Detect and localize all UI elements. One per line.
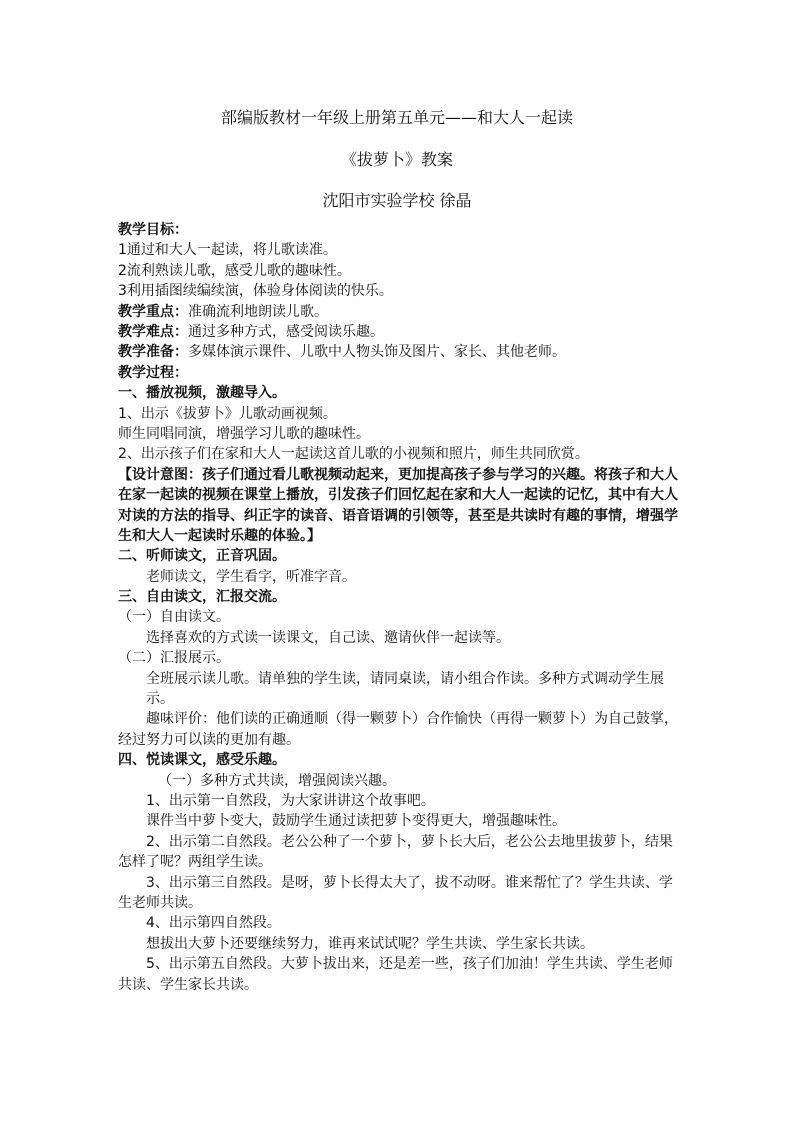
section-3-part-2: （二）汇报展示。	[118, 650, 230, 667]
section-2-line: 老师读文，学生看字，听准字音。	[146, 568, 356, 585]
section-3-evaluation: 趣味评价：他们读的正确通顺（得一颗萝卜）合作愉快（再得一颗萝卜）为自己鼓掌，经过努力可以读的更加有趣。	[118, 711, 678, 748]
difficulty-text: 通过多种方式，感受阅读乐趣。	[188, 323, 384, 340]
section-3-part-1-text: 选择喜欢的方式读一读课文，自己读、邀请伙伴一起读等。	[146, 629, 510, 646]
section-3-part-1: （一）自由读文。	[118, 609, 230, 626]
document-body	[118, 220, 678, 995]
section-4-line: 课件当中萝卜变大，鼓励学生通过读把萝卜变得更大，增强趣味性。	[146, 813, 566, 830]
document-title: 部编版教材一年级上册第五单元——和大人一起读	[220, 108, 573, 127]
objectives-heading: 教学目标：	[118, 222, 188, 238]
key-point-line	[118, 302, 678, 322]
preparation-text: 多媒体演示课件、儿歌中人物头饰及图片、家长、其他老师。	[188, 344, 566, 361]
section-4-line: 3、出示第三自然段。是呀，萝卜长得太大了，拔不动呀。谁来帮忙了？学生共读、学生老师共读。	[118, 874, 673, 912]
lesson-title: 《拔萝卜》教案	[340, 150, 453, 169]
objective-item: 3利用插图续编续演，体验身体阅读的快乐。	[118, 283, 393, 300]
section-4-line: 2、出示第二自然段。老公公种了一个萝卜，萝卜长大后，老公公去地里拔萝卜，结果怎样了呢？两组学生读。	[118, 833, 673, 871]
design-intent: 【设计意图：孩子们通过看儿歌视频动起来，更加提高孩子参与学习的兴趣。将孩子和大人在家一起读的视频在课堂上播放，引发孩子们回忆起在家和大人一起读的记忆，其中有大人对读的方法的指导、纠正字的读音、语音语调的引领等，甚至是共读时有趣的事情，增强学生和大人一起读时乐趣的体验。】	[118, 466, 678, 544]
section-4-subheading: （一）多种方式共读，增强阅读兴趣。	[158, 772, 396, 789]
section-2-title: 二、听师读文，正音巩固。	[118, 548, 286, 565]
section-4-line: 想拔出大萝卜还要继续努力，谁再来试试呢？学生共读、学生家长共读。	[146, 935, 594, 952]
process-heading: 教学过程：	[118, 364, 188, 381]
objective-item: 1通过和大人一起读，将儿歌读准。	[118, 242, 337, 259]
section-4-title: 四、悦读课文，感受乐趣。	[118, 752, 286, 769]
section-1-line: 1、出示《拔萝卜》儿歌动画视频。	[118, 405, 337, 422]
section-1-title: 一、播放视频，激趣导入。	[118, 385, 286, 402]
section-3-part-2-text: 全班展示读儿歌。请单独的学生读，请同桌读，请小组合作读。多种方式调动学生展示。	[146, 670, 664, 708]
section-4-line: 5、出示第五自然段。大萝卜拔出来，还是差一些，孩子们加油！学生共读、学生老师共读、学生家长共读。	[118, 956, 673, 993]
key-point-text: 准确流利地朗读儿歌。	[188, 303, 328, 320]
difficulty-label: 教学难点：	[118, 323, 188, 340]
section-4-line: 4、出示第四自然段。	[146, 915, 281, 932]
section-1-line: 2、出示孩子们在家和大人一起读这首儿歌的小视频和照片，师生共同欣赏。	[118, 446, 589, 463]
author-line: 沈阳市实验学校 徐晶	[322, 191, 472, 210]
section-3-title: 三、自由读文，汇报交流。	[118, 589, 286, 606]
section-4-line: 1、出示第一自然段，为大家讲讲这个故事吧。	[146, 793, 435, 810]
preparation-label: 教学准备：	[118, 344, 188, 361]
preparation-line	[118, 342, 678, 362]
section-1-line: 师生同唱同演，增强学习儿歌的趣味性。	[118, 425, 370, 442]
objective-item: 2流利熟读儿歌，感受儿歌的趣味性。	[118, 262, 351, 279]
key-point-label: 教学重点：	[118, 303, 188, 320]
difficulty-line	[118, 322, 678, 342]
